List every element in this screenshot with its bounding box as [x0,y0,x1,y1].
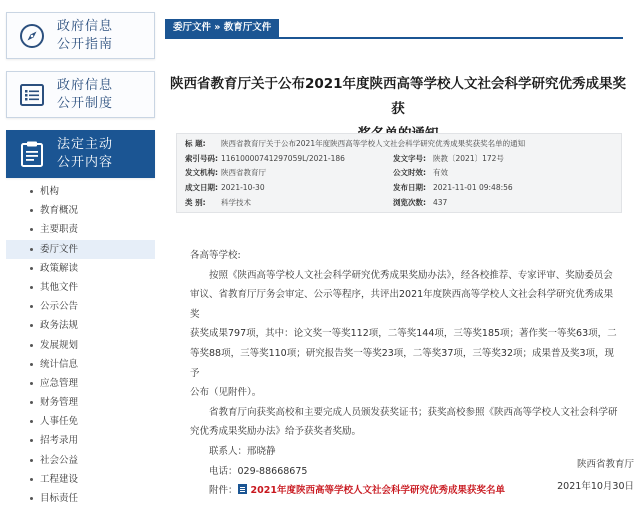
meta-row-created [185,182,265,193]
sidebar-menu-item[interactable]: 人事任免 [6,412,155,431]
meta-value: 陕西省教育厅 [221,168,266,177]
meta-label: 索引号码: [185,154,218,163]
meta-value: 437 [433,198,448,207]
meta-row-docno [393,153,504,164]
nav-card-active-disclosure[interactable] [6,130,155,178]
signer: 陕西省教育厅 [576,459,634,470]
meta-row-title [185,138,525,149]
salutation: 各高等学校: [190,250,241,261]
sidebar-menu-item[interactable]: 委厅文件 [6,240,155,259]
paragraph-line: 等奖88项，三等奖110项；研究报告奖一等奖23项，二等奖37项，三等奖32项；成果普及奖3项，现予 [190,347,615,379]
attachment-link[interactable]: 2021年度陕西高等学校人文社会科学研究优秀成果获奖名单 [250,485,505,497]
nav-card-label: 法定主动公开内容 [57,137,114,170]
meta-row-issuer [185,167,266,178]
title-line: 陕西省教育厅关于公布2021年度陕西高等学校人文社会科学研究优秀成果奖获 [169,76,627,117]
paragraph-line: 按照《陕西高等学校人文社会科学研究优秀成果奖励办法》，经各校推荐、专家评审、奖励委员会 [209,269,613,281]
meta-label: 类 别: [185,198,206,207]
meta-value: 陕教〔2021〕172号 [433,154,504,163]
paragraph-line: 省教育厅向获奖高校和主要完成人员颁发获奖证书；获奖高校参照《陕西高等学校人文社会科学研 [209,406,618,418]
clipboard-icon [7,140,57,168]
sidebar-menu-item[interactable]: 政策解读 [6,259,155,278]
meta-label: 浏览次数: [393,198,426,207]
compass-icon [7,23,57,49]
sidebar-menu-item[interactable]: 机构 [6,182,155,201]
sidebar-menu-item[interactable]: 财务管理 [6,393,155,412]
sidebar-menu-item[interactable]: 政务法规 [6,316,155,335]
document-icon [238,484,247,494]
meta-label: 发文机构: [185,168,218,177]
meta-label: 发文字号: [393,154,426,163]
nav-card-label: 政府信息公开制度 [57,77,114,111]
sidebar-menu-item[interactable]: 应急管理 [6,374,155,393]
meta-row-published [393,182,513,193]
sidebar-menu-item[interactable]: 教育概况 [6,201,155,220]
meta-label: 公文时效: [393,168,426,177]
paragraph-line: 究优秀成果奖励办法》给予获奖者奖励。 [190,426,362,438]
meta-label: 发布日期: [393,183,426,192]
meta-label: 标 题: [185,139,206,148]
meta-row-views [393,197,447,208]
sidebar [6,12,155,508]
sidebar-menu [6,182,155,508]
contact-person: 联系人：邢晓静 [209,445,276,457]
meta-value: 有效 [433,168,448,177]
nav-card-disclosure-guide[interactable] [6,12,155,59]
paragraph-line: 公布（见附件）。 [190,387,262,399]
paragraph-line: 获奖成果797项，其中：论文奖一等奖112项，二等奖144项，三等奖185项；著作奖一等奖63项，二 [190,328,617,340]
sidebar-menu-item[interactable]: 主要职责 [6,220,155,239]
sidebar-menu-item[interactable]: 社会公益 [6,451,155,470]
sidebar-menu-item[interactable]: 发展规划 [6,336,155,355]
sidebar-menu-item[interactable]: 目标责任 [6,489,155,508]
meta-value: 2021-10-30 [221,183,265,192]
issue-date: 2021年10月30日 [557,481,634,492]
sidebar-menu-item[interactable]: 招考录用 [6,431,155,450]
paragraph-line: 审议、省教育厅厅务会审定、公示等程序，共评出2021年度陕西高等学校人文社会科学研究优秀成果奖 [190,289,614,320]
sidebar-menu-item[interactable]: 统计信息 [6,355,155,374]
meta-value: 2021-11-01 09:48:56 [433,183,513,192]
meta-value: 科学技术 [221,198,251,207]
article-body [190,246,622,501]
attachment-label: 附件： [209,485,238,497]
meta-row-status [393,167,448,178]
contact-phone: 电话：029-88668675 [209,465,308,477]
meta-value: 11610000741297059L/2021-186 [221,154,345,163]
document-metadata [176,133,622,213]
nav-card-disclosure-system[interactable] [6,71,155,118]
meta-label: 成文日期: [185,183,218,192]
nav-card-label: 政府信息公开指南 [57,18,114,52]
breadcrumb[interactable]: 委厅文件 » 教育厅文件 [165,19,279,37]
document-list-icon [7,83,57,107]
sidebar-menu-item[interactable]: 其他文件 [6,278,155,297]
meta-row-category [185,197,251,208]
meta-value: 陕西省教育厅关于公布2021年度陕西高等学校人文社会科学研究优秀成果奖获奖名单的通知 [221,139,526,148]
meta-row-index [185,153,345,164]
sidebar-menu-item[interactable]: 工程建设 [6,470,155,489]
breadcrumb-bar [165,19,623,39]
sidebar-menu-item[interactable]: 公示公告 [6,297,155,316]
